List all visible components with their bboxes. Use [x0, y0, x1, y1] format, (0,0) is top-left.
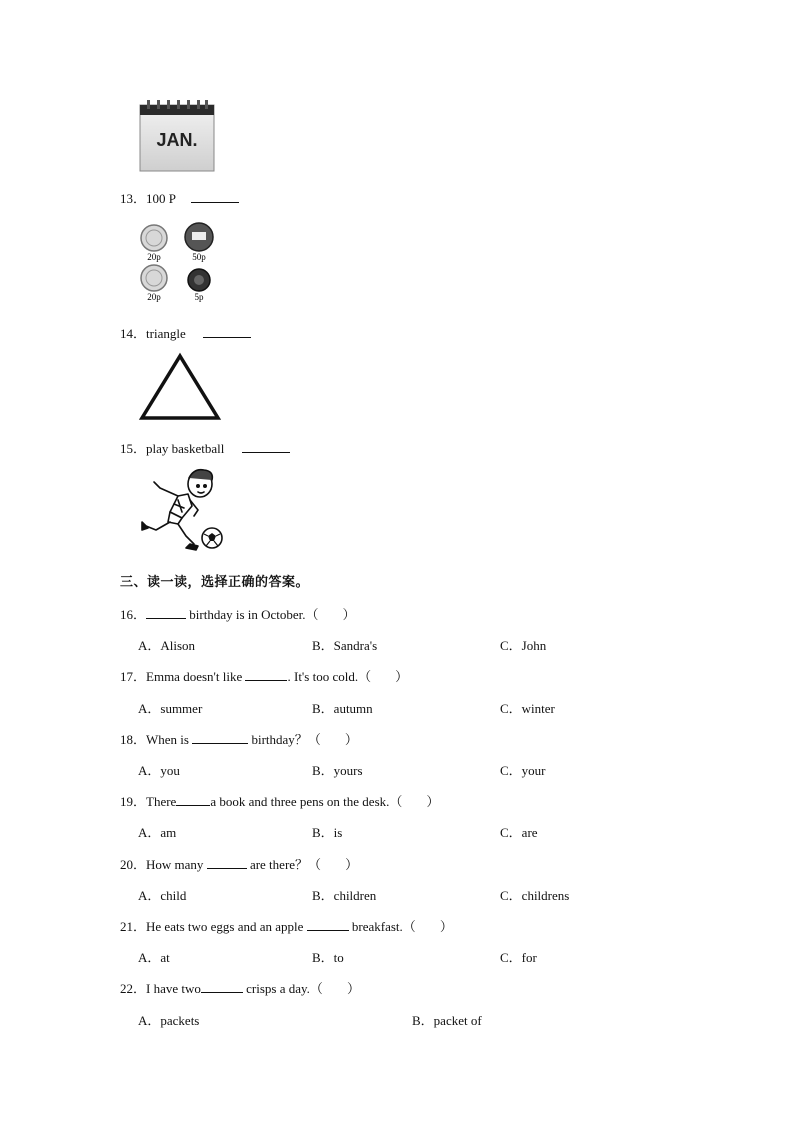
question-text: are there？ — [246, 857, 309, 872]
triangle-image — [138, 352, 222, 420]
question-15 — [120, 438, 290, 457]
option-c[interactable]: C．for — [500, 950, 537, 965]
option-a[interactable]: A．you — [138, 763, 180, 778]
answer-blank[interactable] — [245, 680, 287, 681]
answer-blank[interactable] — [191, 202, 239, 203]
option-c[interactable]: C．John — [500, 638, 547, 653]
question-text: a book and three pens on the desk. — [210, 794, 390, 809]
question-number: 19． — [120, 794, 147, 809]
option-b[interactable]: B．packet of — [412, 1013, 482, 1028]
question-number: 13． — [120, 191, 147, 206]
answer-blank[interactable] — [176, 805, 210, 806]
option-b[interactable]: B．to — [312, 950, 344, 965]
question-text: play basketball — [146, 441, 225, 456]
answer-paren-open: （ — [305, 607, 319, 622]
question-18 — [120, 729, 358, 748]
svg-text:5p: 5p — [194, 292, 204, 302]
svg-text:50p: 50p — [192, 252, 206, 262]
question-text: I have two — [146, 981, 201, 996]
option-c[interactable]: C．are — [500, 825, 538, 840]
option-a[interactable]: A．am — [138, 825, 177, 840]
option-b[interactable]: B．Sandra's — [312, 638, 378, 653]
boy-kicking-ball-icon — [138, 466, 230, 552]
question-text: crisps a day. — [242, 981, 310, 996]
answer-paren-close: ） — [426, 794, 440, 809]
question-number: 17． — [120, 669, 147, 684]
answer-paren-close: ） — [342, 607, 356, 622]
answer-paren-close: ） — [346, 981, 360, 996]
question-text: . It's too cold. — [287, 669, 359, 684]
question-19 — [120, 791, 439, 810]
question-16 — [120, 604, 356, 623]
section-title: 三、读一读，选择正确的答案。 — [120, 575, 310, 590]
answer-blank[interactable] — [201, 992, 243, 993]
question-number: 18． — [120, 732, 147, 747]
boy-playing-image — [138, 466, 230, 552]
option-c[interactable]: C．winter — [500, 701, 555, 716]
question-text: Emma doesn't like — [146, 669, 246, 684]
answer-blank[interactable] — [203, 337, 251, 338]
question-number: 15． — [120, 441, 147, 456]
answer-paren-close: ） — [344, 732, 358, 747]
coin-20p-icon — [141, 265, 167, 302]
calendar-image — [139, 100, 215, 172]
answer-blank[interactable] — [192, 743, 248, 744]
answer-blank[interactable] — [307, 930, 349, 931]
svg-text:20p: 20p — [147, 252, 161, 262]
question-text: birthday is in October. — [186, 607, 306, 622]
option-b[interactable]: B．children — [312, 888, 377, 903]
svg-text:JAN.: JAN. — [156, 130, 198, 150]
question-22 — [120, 978, 360, 997]
question-text: breakfast. — [348, 919, 403, 934]
question-text: 100 P — [146, 191, 176, 206]
answer-paren-open: （ — [402, 919, 416, 934]
question-number: 14． — [120, 326, 147, 341]
question-text: He eats two eggs and an apple — [146, 919, 307, 934]
option-b[interactable]: B．yours — [312, 763, 363, 778]
question-13 — [120, 188, 239, 207]
answer-paren-close: ） — [345, 857, 359, 872]
coin-5p-icon — [188, 269, 210, 302]
answer-blank[interactable] — [242, 452, 290, 453]
question-number: 16． — [120, 607, 147, 622]
calendar-icon — [139, 100, 215, 172]
option-a[interactable]: A．Alison — [138, 638, 196, 653]
question-number: 21． — [120, 919, 147, 934]
answer-paren-close: ） — [395, 669, 409, 684]
option-a[interactable]: A．child — [138, 888, 187, 903]
ball-icon — [202, 528, 222, 548]
answer-paren-open: （ — [309, 981, 323, 996]
option-b[interactable]: B．is — [312, 825, 343, 840]
answer-blank[interactable] — [146, 618, 186, 619]
answer-blank[interactable] — [207, 868, 247, 869]
question-21 — [120, 916, 453, 935]
question-number: 20． — [120, 857, 147, 872]
answer-paren-open: （ — [389, 794, 403, 809]
option-a[interactable]: A．at — [138, 950, 170, 965]
coin-20p-icon — [141, 225, 167, 262]
option-c[interactable]: C．childrens — [500, 888, 570, 903]
answer-paren-open: （ — [358, 669, 372, 684]
question-number: 22． — [120, 981, 147, 996]
question-17 — [120, 666, 408, 685]
triangle-icon — [138, 352, 222, 420]
question-text: birthday？ — [248, 732, 308, 747]
question-text: triangle — [146, 326, 186, 341]
question-20 — [120, 854, 358, 873]
answer-paren-close: ） — [439, 919, 453, 934]
answer-paren-open: （ — [307, 732, 321, 747]
coins-image — [138, 222, 220, 304]
option-a[interactable]: A．summer — [138, 701, 203, 716]
svg-text:20p: 20p — [147, 292, 161, 302]
option-a[interactable]: A．packets — [138, 1013, 200, 1028]
question-text: When is — [146, 732, 193, 747]
answer-paren-open: （ — [308, 857, 322, 872]
option-b[interactable]: B．autumn — [312, 701, 373, 716]
question-text: How many — [146, 857, 207, 872]
option-c[interactable]: C．your — [500, 763, 546, 778]
question-text: There — [146, 794, 177, 809]
coin-50p-icon — [185, 223, 213, 262]
question-14 — [120, 323, 251, 342]
